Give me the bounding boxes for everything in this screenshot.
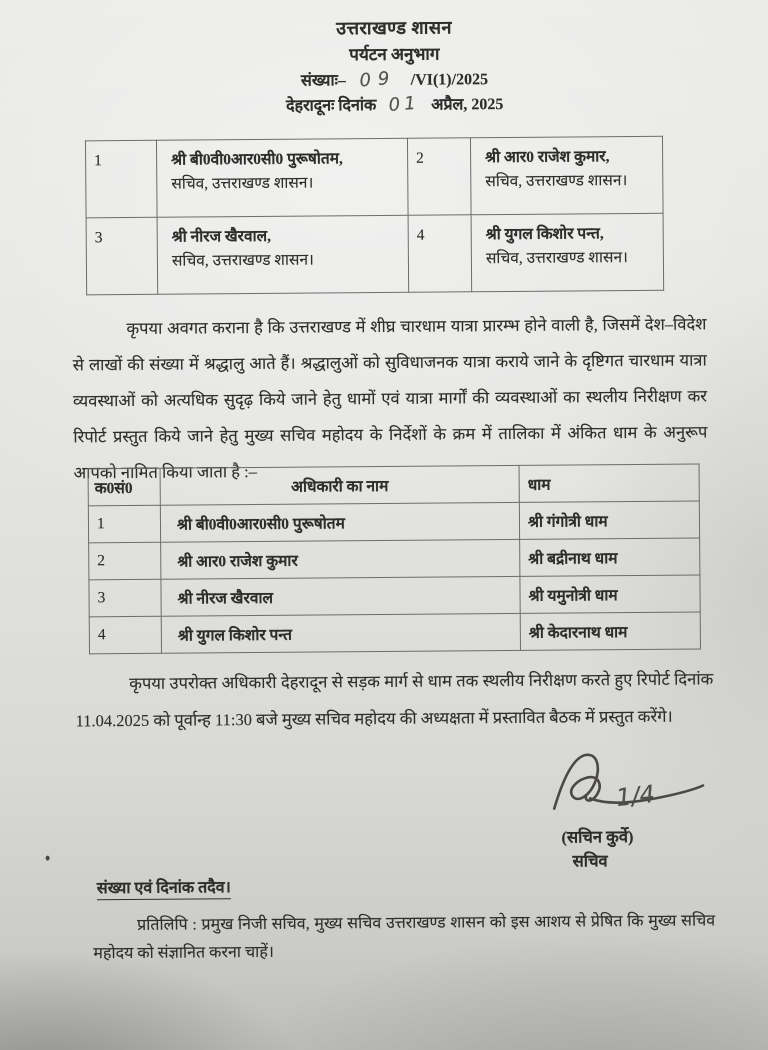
serial-cell: 1 xyxy=(88,505,160,543)
handwritten-page-mark: 1/4 xyxy=(614,779,657,813)
column-header-serial: क0सं0 xyxy=(88,468,160,506)
copy-endorsement-text: प्रतिलिपि : प्रमुख निजी सचिव, मुख्य सचिव उत्तराखण्ड शासन को इस आशय से प्रेषित कि मुख्य सचिव महोदय को संज्ञानित करना चाहें। xyxy=(93,912,716,963)
government-title: उत्तराखण्ड शासन xyxy=(336,17,453,39)
officers-table xyxy=(85,136,664,296)
scan-artifact-dot xyxy=(46,856,50,861)
section-title: पर्यटन अनुभाग xyxy=(349,44,440,65)
date-suffix: अप्रैल, 2025 xyxy=(431,96,504,114)
officer-name-cell: श्री नीरज खैरवाल xyxy=(161,576,520,616)
signatory-name: (सचिन कुर्वे) xyxy=(561,827,634,847)
serial-cell: 4 xyxy=(89,616,161,654)
officer-name: श्री नीरज खैरवाल, xyxy=(171,227,272,246)
officer-designation: सचिव, उत्तराखण्ड शासन। xyxy=(171,251,314,270)
assignment-table xyxy=(88,464,701,655)
table-row xyxy=(89,612,700,654)
handwritten-letter-number: 09 xyxy=(359,67,398,92)
body-paragraph-2: कृपया उपरोक्त अधिकारी देहरादून से सड़क मार्ग से धाम तक स्थलीय निरीक्षण करते हुए रिपोर्ट दिनांक 11.04.2025 को पूर्वान्ह 11:30 बजे मुख्य सचिव महोदय की अध्यक्षता में प्रस्तावित बैठक में प्रस्तुत करेंगे। xyxy=(75,668,714,730)
officer-name-cell: श्री युगल किशोर पन्त xyxy=(161,613,520,653)
endorsement-heading: संख्या एवं दिनांक तदैव। xyxy=(97,875,231,900)
place-date-label: देहरादूनः दिनांक xyxy=(285,97,377,115)
officer-name-cell: श्री आर0 राजेश कुमार xyxy=(161,539,520,579)
officer-cell xyxy=(157,215,409,294)
officer-name: श्री आर0 राजेश कुमार, xyxy=(485,148,610,167)
officer-name-cell: श्री बी0वी0आर0सी0 पुरूषोतम xyxy=(160,502,519,542)
officer-number: 3 xyxy=(86,217,158,295)
officer-designation: सचिव, उत्तराखण्ड शासन। xyxy=(485,249,628,268)
table-row xyxy=(89,538,700,580)
officer-name: श्री युगल किशोर पन्त, xyxy=(485,225,604,244)
column-header-officer: अधिकारी का नाम xyxy=(160,465,519,505)
officer-name: श्री बी0वी0आर0सी0 पुरूषोतम, xyxy=(171,150,343,169)
column-header-dham: धाम xyxy=(519,464,699,502)
body-paragraph-1: कृपया अवगत कराना है कि उत्तराखण्ड में शीघ्र चारधाम यात्रा प्रारम्भ होने वाली है, जिसमें देश–विदेश से लाखों की संख्या में श्रद्धालु आते हैं। श्रद्धालुओं को सुविधाजनक यात्रा कराये जाने के दृष्टिगत चारधाम यात्रा व्यवस्थाओं को अत्यधिक सुदृढ़ किये जाने हेतु धामों एवं यात्रा मार्गों की व्यवस्थाओं का स्थलीय निरीक्षण कर रिपोर्ट प्रस्तुत किये जाने हेतु मुख्य सचिव महोदय के निर्देशों के क्रम में तालिका में अंकित धाम के अनुरूप आपको नामित किया जाता है :– xyxy=(72,313,708,482)
serial-cell: 3 xyxy=(89,579,161,617)
table-header-row xyxy=(88,464,699,506)
dham-cell: श्री गंगोत्री धाम xyxy=(519,501,699,539)
table-row xyxy=(85,136,663,218)
dham-cell: श्री केदारनाथ धाम xyxy=(520,612,700,650)
handwritten-date: 01 xyxy=(387,92,420,116)
officer-cell xyxy=(471,213,664,292)
officer-designation: सचिव, उत्तराखण्ड शासन। xyxy=(485,172,628,191)
officer-number: 4 xyxy=(408,215,472,293)
table-row xyxy=(86,213,664,295)
officer-number: 1 xyxy=(85,140,157,218)
table-row xyxy=(89,575,700,617)
serial-cell: 2 xyxy=(89,542,161,580)
letter-number-line xyxy=(24,65,764,93)
officer-cell xyxy=(156,138,408,217)
officer-designation: सचिव, उत्तराखण्ड शासन। xyxy=(171,174,314,193)
officer-cell xyxy=(470,136,663,215)
number-suffix: /VI(1)/2025 xyxy=(410,71,489,89)
dham-cell: श्री यमुनोत्री धाम xyxy=(520,575,700,613)
signatory-designation: सचिव xyxy=(572,851,608,871)
table-row xyxy=(88,501,699,543)
officer-number: 2 xyxy=(407,138,471,216)
dham-cell: श्री बद्रीनाथ धाम xyxy=(520,538,700,576)
number-label: संख्याः– xyxy=(300,72,346,90)
letterhead xyxy=(0,13,765,118)
place-date-line xyxy=(25,90,765,118)
